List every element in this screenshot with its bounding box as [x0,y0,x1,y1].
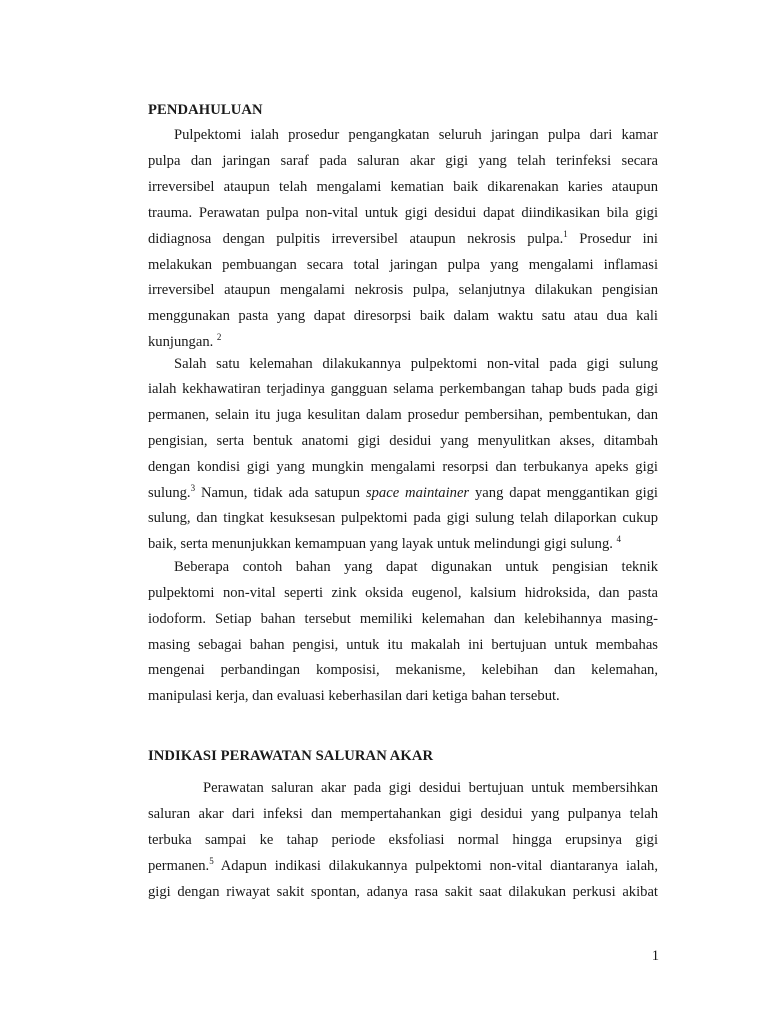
text-line: gigi dengan riwayat sakit spontan, adanya rasa sakit saat dilakukan perkusi akibat [148,884,658,900]
text-line: Perawatan saluran akar pada gigi desidui bertujuan untuk membersihkan [203,780,658,796]
text-line: terbuka sampai ke tahap periode eksfoliasi normal hingga erupsinya gigi [148,832,658,848]
text-line: mengenai perbandingan komposisi, mekanisme, kelebihan dan kelemahan, [148,662,658,678]
text-line: pulpa dan jaringan saraf pada saluran akar gigi yang telah terinfeksi secara [148,153,658,169]
text-line: pulpektomi non-vital seperti zink oksida eugenol, kalsium hidroksida, dan pasta [148,585,658,601]
section-heading-pendahuluan: PENDAHULUAN [148,102,263,118]
text-line: sulung.$^3$ Namun, tidak ada satupun space maintainer yang dapat menggantikan gigi [148,483,658,501]
text-line: irreversibel ataupun mengalami nekrosis pulpa, selanjutnya dilakukan pengisian [148,282,658,298]
text-line: saluran akar dari infeksi dan mempertahankan gigi desidui yang pulpanya telah [148,806,658,822]
text-line: baik, serta menunjukkan kemampuan yang layak untuk melindungi gigi sulung. $^4$ [148,534,622,552]
text-line: iodoform. Setiap bahan tersebut memiliki kelemahan dan kelebihannya masing- [148,611,658,627]
italic-term: space maintainer [365,485,470,501]
text-line: trauma. Perawatan pulpa non-vital untuk gigi desidui dapat diindikasikan bila gigi [148,205,658,221]
text-line: permanen, selain itu juga kesulitan dalam prosedur pembersihan, pembentukan, dan [148,407,658,423]
text-line: dengan kondisi gigi yang mungkin mengalami resorpsi dan terbukanya apeks gigi [148,459,658,475]
text-line: Pulpektomi ialah prosedur pengangkatan seluruh jaringan pulpa dari kamar [174,127,658,143]
text-line: permanen.$^5$ Adapun indikasi dilakukannya pulpektomi non-vital diantaranya ialah, [148,856,658,874]
footnote-reference: 2 [216,332,222,342]
page-number: 1 [651,948,659,964]
text-line: didiagnosa dengan pulpitis irreversibel ataupun nekrosis pulpa.$^1$ Prosedur ini [148,229,658,247]
section-heading-indikasi: INDIKASI PERAWATAN SALURAN AKAR [148,748,434,764]
text-line: melakukan pembuangan secara total jaringan pulpa yang mengalami inflamasi [148,257,658,273]
text-line: sulung, dan tingkat kesuksesan pulpektomi pada gigi sulung telah dilaporkan cukup [148,510,658,526]
footnote-reference: 1 [563,229,568,239]
text-line: manipulasi kerja, dan evaluasi keberhasilan dari ketiga bahan tersebut. [148,688,560,704]
footnote-reference: 3 [190,483,196,493]
text-line: ialah kekhawatiran terjadinya gangguan selama perkembangan tahap buds pada gigi [148,381,658,397]
footnote-reference: 4 [616,534,622,544]
text-line: pengisian, serta bentuk anatomi gigi desidui yang menyulitkan akses, ditambah [148,433,658,449]
text-line: menggunakan pasta yang dapat diresorpsi baik dalam waktu satu atau dua kali [148,308,658,324]
text-line: kunjungan. $^2$ [148,332,222,350]
footnote-reference: 5 [209,856,214,866]
text-line: masing sebagai bahan pengisi, untuk itu makalah ini bertujuan untuk membahas [148,637,658,653]
text-line: Beberapa contoh bahan yang dapat digunakan untuk pengisian teknik [174,559,658,575]
text-line: Salah satu kelemahan dilakukannya pulpektomi non-vital pada gigi sulung [174,356,658,372]
text-line: irreversibel ataupun telah mengalami kematian baik dikarenakan karies ataupun [148,179,658,195]
